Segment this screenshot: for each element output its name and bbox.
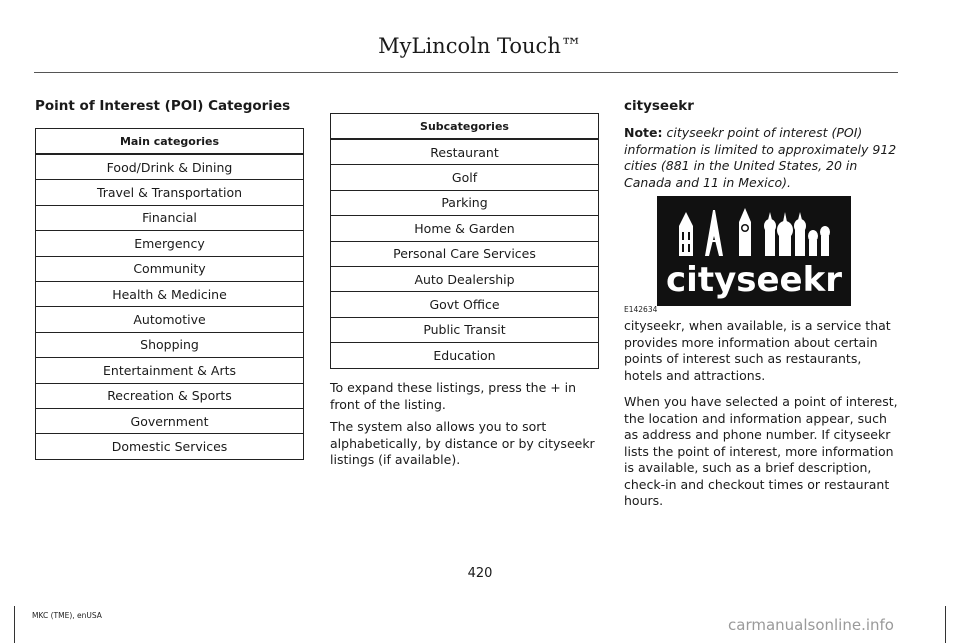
cityseekr-availability: cityseekr, when available, is a service that provides more information about certain points of interest such as restaurants, hotels and attractions. bbox=[624, 318, 891, 383]
subcategory-row-cell: Auto Dealership bbox=[331, 266, 599, 291]
subcategory-row-cell: Public Transit bbox=[331, 317, 599, 342]
main-category-row-cell: Food/Drink & Dining bbox=[36, 154, 304, 180]
note-text: cityseekr point of interest (POI) information is limited to approximately 912 cities (881 in the United States, 20 in Canada and 11 in Mexico). bbox=[624, 125, 897, 190]
main-category-row-cell: Travel & Transportation bbox=[36, 180, 304, 205]
main-category-row-cell: Financial bbox=[36, 205, 304, 230]
poi-section-title: Point of Interest (POI) Categories bbox=[35, 98, 291, 114]
main-category-row-cell: Recreation & Sports bbox=[36, 383, 304, 408]
crop-mark-right bbox=[945, 606, 946, 643]
subcategories-header: Subcategories bbox=[331, 114, 599, 140]
subcategory-row bbox=[331, 241, 599, 266]
main-category-row-cell: Health & Medicine bbox=[36, 281, 304, 306]
main-category-row bbox=[36, 332, 304, 357]
main-category-row bbox=[36, 434, 304, 459]
subcategory-row bbox=[331, 165, 599, 190]
main-category-row bbox=[36, 180, 304, 205]
main-category-row-cell: Entertainment & Arts bbox=[36, 358, 304, 383]
main-category-row-cell: Automotive bbox=[36, 307, 304, 332]
subcategory-row bbox=[331, 317, 599, 342]
main-categories-header: Main categories bbox=[36, 129, 304, 155]
main-category-row bbox=[36, 154, 304, 180]
cityseekr-selection: When you have selected a point of interest, the location and information appear, such as address and phone number. If cityseekr lists the point of interest, more information is available, such as a brief description, check-in and checkout times or restaurant hours. bbox=[624, 394, 898, 508]
expand-instructions: To expand these listings, press the + in front of the listing. bbox=[330, 380, 577, 412]
subcategory-row-cell: Personal Care Services bbox=[331, 241, 599, 266]
subcategory-row-cell: Home & Garden bbox=[331, 216, 599, 241]
main-category-row bbox=[36, 307, 304, 332]
main-category-row bbox=[36, 281, 304, 306]
subcategories-table bbox=[330, 113, 599, 369]
cityseekr-note bbox=[624, 125, 898, 191]
sort-instructions: The system also allows you to sort alphabetically, by distance or by cityseekr listings (if available). bbox=[330, 419, 595, 467]
subcategory-row-cell: Golf bbox=[331, 165, 599, 190]
cityseekr-logo bbox=[657, 196, 851, 306]
subcategory-row bbox=[331, 216, 599, 241]
subcategory-row bbox=[331, 292, 599, 317]
subcategory-row-cell: Parking bbox=[331, 190, 599, 215]
subcategory-row-cell: Education bbox=[331, 343, 599, 368]
main-category-row-cell: Community bbox=[36, 256, 304, 281]
note-label: Note: bbox=[624, 125, 663, 140]
main-category-row-cell: Emergency bbox=[36, 231, 304, 256]
main-category-row bbox=[36, 256, 304, 281]
main-category-row-cell: Shopping bbox=[36, 332, 304, 357]
subcategory-row bbox=[331, 266, 599, 291]
cityseekr-logo-text: cityseekr bbox=[666, 260, 842, 300]
subcategory-row bbox=[331, 190, 599, 215]
main-category-row-cell: Domestic Services bbox=[36, 434, 304, 459]
subcategory-row bbox=[331, 343, 599, 368]
main-category-row bbox=[36, 358, 304, 383]
crop-mark-left bbox=[14, 606, 15, 643]
main-category-row bbox=[36, 383, 304, 408]
figure-code: E142634 bbox=[624, 305, 658, 314]
main-category-row-cell: Government bbox=[36, 408, 304, 433]
cityseekr-title: cityseekr bbox=[624, 98, 694, 114]
subcategory-row-cell: Govt Office bbox=[331, 292, 599, 317]
main-categories-table bbox=[35, 128, 304, 460]
header-title: MyLincoln Touch™ bbox=[378, 34, 582, 58]
document-code: MKC (TME), enUSA bbox=[32, 611, 102, 620]
cityseekr-logo-graphic bbox=[657, 196, 851, 306]
subcategory-row-cell: Restaurant bbox=[331, 139, 599, 165]
main-category-row bbox=[36, 231, 304, 256]
watermark: carmanualsonline.info bbox=[728, 616, 894, 634]
page-number: 420 bbox=[467, 566, 493, 581]
main-category-row bbox=[36, 205, 304, 230]
main-category-row bbox=[36, 408, 304, 433]
header-rule bbox=[34, 72, 898, 73]
subcategory-row bbox=[331, 139, 599, 165]
